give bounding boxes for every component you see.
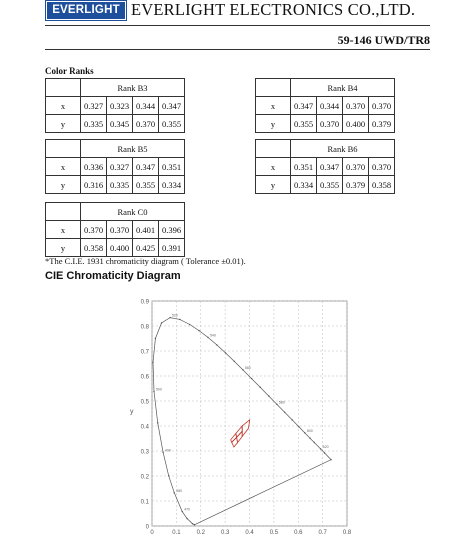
value-cell: 0.379 <box>343 176 369 194</box>
y-tick-label: 0.7 <box>140 349 149 356</box>
document-header <box>0 0 474 24</box>
value-cell: 0.370 <box>343 97 369 115</box>
y-tick-label: 0.5 <box>140 399 149 406</box>
locus-point <box>251 378 252 379</box>
locus-point <box>298 426 299 427</box>
chart-title: CIE Chromaticity Diagram <box>45 270 181 282</box>
locus-point <box>292 419 293 420</box>
locus-point <box>216 344 217 345</box>
row-label-y: y <box>46 176 81 194</box>
row-label-x: x <box>46 158 81 176</box>
wavelength-label: 490 <box>164 448 171 453</box>
locus-point <box>153 391 154 392</box>
rank-name: Rank C0 <box>81 203 185 221</box>
locus-point <box>276 404 277 405</box>
value-cell: 0.327 <box>107 158 133 176</box>
value-cell: 0.355 <box>317 176 343 194</box>
value-cell: 0.345 <box>107 115 133 133</box>
tolerance-note: *The C.I.E. 1931 chromaticity diagram ( Tolerance ±0.01). <box>45 256 246 266</box>
locus-point <box>198 330 199 331</box>
value-cell: 0.355 <box>291 115 317 133</box>
x-tick-label: 0.7 <box>318 530 327 536</box>
locus-point <box>314 442 315 443</box>
logo-text: EVERLIGHT <box>47 2 125 19</box>
rank-table-b6 <box>255 139 395 194</box>
row-label-x: x <box>256 158 291 176</box>
rank-name: Rank B5 <box>81 140 185 158</box>
value-cell: 0.351 <box>159 158 185 176</box>
value-cell: 0.347 <box>159 97 185 115</box>
locus-point <box>179 319 180 320</box>
value-cell: 0.370 <box>133 115 159 133</box>
section-title: Color Ranks <box>45 66 94 76</box>
wavelength-label: 620 <box>322 445 329 449</box>
part-rule <box>45 49 430 50</box>
y-tick-label: 0 <box>145 524 149 531</box>
value-cell: 0.334 <box>291 176 317 194</box>
value-cell: 0.358 <box>369 176 395 194</box>
wavelength-label: 560 <box>244 365 251 370</box>
x-tick-label: 0.4 <box>245 530 254 536</box>
wavelength-label: 600 <box>306 428 313 433</box>
locus-point <box>192 523 193 524</box>
value-cell: 0.370 <box>369 158 395 176</box>
x-tick-label: 0.5 <box>269 530 279 536</box>
locus-point <box>174 492 175 493</box>
row-label-x: x <box>46 97 81 115</box>
row-label-y: y <box>256 115 291 133</box>
wavelength-label: 480 <box>176 488 183 493</box>
value-cell: 0.347 <box>291 97 317 115</box>
value-cell: 0.347 <box>133 158 159 176</box>
locus-point <box>169 317 170 318</box>
company-name: EVERLIGHT ELECTRONICS CO.,LTD. <box>131 0 416 19</box>
locus-point <box>157 422 158 423</box>
locus-point <box>189 324 190 325</box>
y-axis-label: y <box>130 408 134 416</box>
value-cell: 0.335 <box>81 115 107 133</box>
value-cell: 0.347 <box>317 158 343 176</box>
locus-point <box>268 395 269 396</box>
rank-name: Rank B3 <box>81 79 185 97</box>
locus-point <box>168 475 169 476</box>
locus-point <box>320 448 321 449</box>
wavelength-label: 540 <box>210 333 216 338</box>
x-tick-label: 0.8 <box>342 530 352 536</box>
row-label-x: x <box>256 97 291 115</box>
locus-point <box>309 437 310 438</box>
value-cell: 0.379 <box>369 115 395 133</box>
y-tick-label: 0.4 <box>140 424 149 431</box>
y-tick-label: 0.2 <box>140 474 149 481</box>
header-rule <box>45 25 430 26</box>
rank-table-b3 <box>45 78 185 133</box>
locus-point <box>234 361 235 362</box>
value-cell: 0.370 <box>369 97 395 115</box>
y-tick-label: 0.3 <box>140 449 149 456</box>
rank-name: Rank B4 <box>291 79 395 97</box>
locus-point <box>260 387 261 388</box>
row-label-x: x <box>46 221 81 239</box>
value-cell: 0.370 <box>317 115 343 133</box>
value-cell: 0.327 <box>81 97 107 115</box>
locus-point <box>182 511 183 512</box>
value-cell: 0.358 <box>81 239 107 257</box>
row-label-y: y <box>46 239 81 257</box>
row-label-y: y <box>46 115 81 133</box>
value-cell: 0.401 <box>133 221 159 239</box>
y-tick-label: 0.9 <box>140 299 149 306</box>
value-cell: 0.425 <box>133 239 159 257</box>
locus-point <box>161 322 162 323</box>
locus-point <box>162 452 163 453</box>
wavelength-label: 500 <box>155 387 162 392</box>
value-cell: 0.400 <box>343 115 369 133</box>
value-cell: 0.370 <box>81 221 107 239</box>
value-cell: 0.344 <box>133 97 159 115</box>
wavelength-label: 520 <box>172 313 178 318</box>
value-cell: 0.396 <box>159 221 185 239</box>
locus-point <box>324 452 325 453</box>
value-cell: 0.335 <box>107 176 133 194</box>
locus-point <box>152 362 153 363</box>
locus-point <box>207 337 208 338</box>
locus-point <box>155 338 156 339</box>
value-cell: 0.344 <box>317 97 343 115</box>
rank-name: Rank B6 <box>291 140 395 158</box>
value-cell: 0.391 <box>159 239 185 257</box>
locus-point <box>330 459 331 460</box>
rank-table-b5 <box>45 139 185 194</box>
value-cell: 0.336 <box>81 158 107 176</box>
x-tick-label: 0.2 <box>196 530 205 536</box>
rank-table-b4 <box>255 78 395 133</box>
y-tick-label: 0.1 <box>140 499 149 506</box>
y-tick-label: 0.6 <box>140 374 149 381</box>
value-cell: 0.370 <box>107 221 133 239</box>
y-tick-label: 0.8 <box>140 324 149 331</box>
company-logo <box>45 0 127 21</box>
x-tick-label: 0.3 <box>220 530 230 536</box>
locus-point <box>304 432 305 433</box>
value-cell: 0.355 <box>133 176 159 194</box>
locus-point <box>194 524 195 525</box>
wavelength-label: 580 <box>278 400 285 405</box>
value-cell: 0.370 <box>343 158 369 176</box>
x-tick-label: 0.6 <box>294 530 303 536</box>
locus-point <box>284 412 285 413</box>
value-cell: 0.351 <box>291 158 317 176</box>
locus-point <box>186 518 187 519</box>
value-cell: 0.355 <box>159 115 185 133</box>
x-tick-label: 0.1 <box>172 530 181 536</box>
value-cell: 0.323 <box>107 97 133 115</box>
wavelength-label: 470 <box>184 507 191 512</box>
rank-table-c0 <box>45 202 185 257</box>
value-cell: 0.316 <box>81 176 107 194</box>
value-cell: 0.334 <box>159 176 185 194</box>
x-tick-label: 0 <box>150 530 154 536</box>
part-number: 59-146 UWD/TR8 <box>337 33 430 47</box>
row-label-y: y <box>256 176 291 194</box>
cie-chart <box>125 290 355 537</box>
locus-point <box>242 369 243 370</box>
locus-point <box>225 352 226 353</box>
value-cell: 0.400 <box>107 239 133 257</box>
